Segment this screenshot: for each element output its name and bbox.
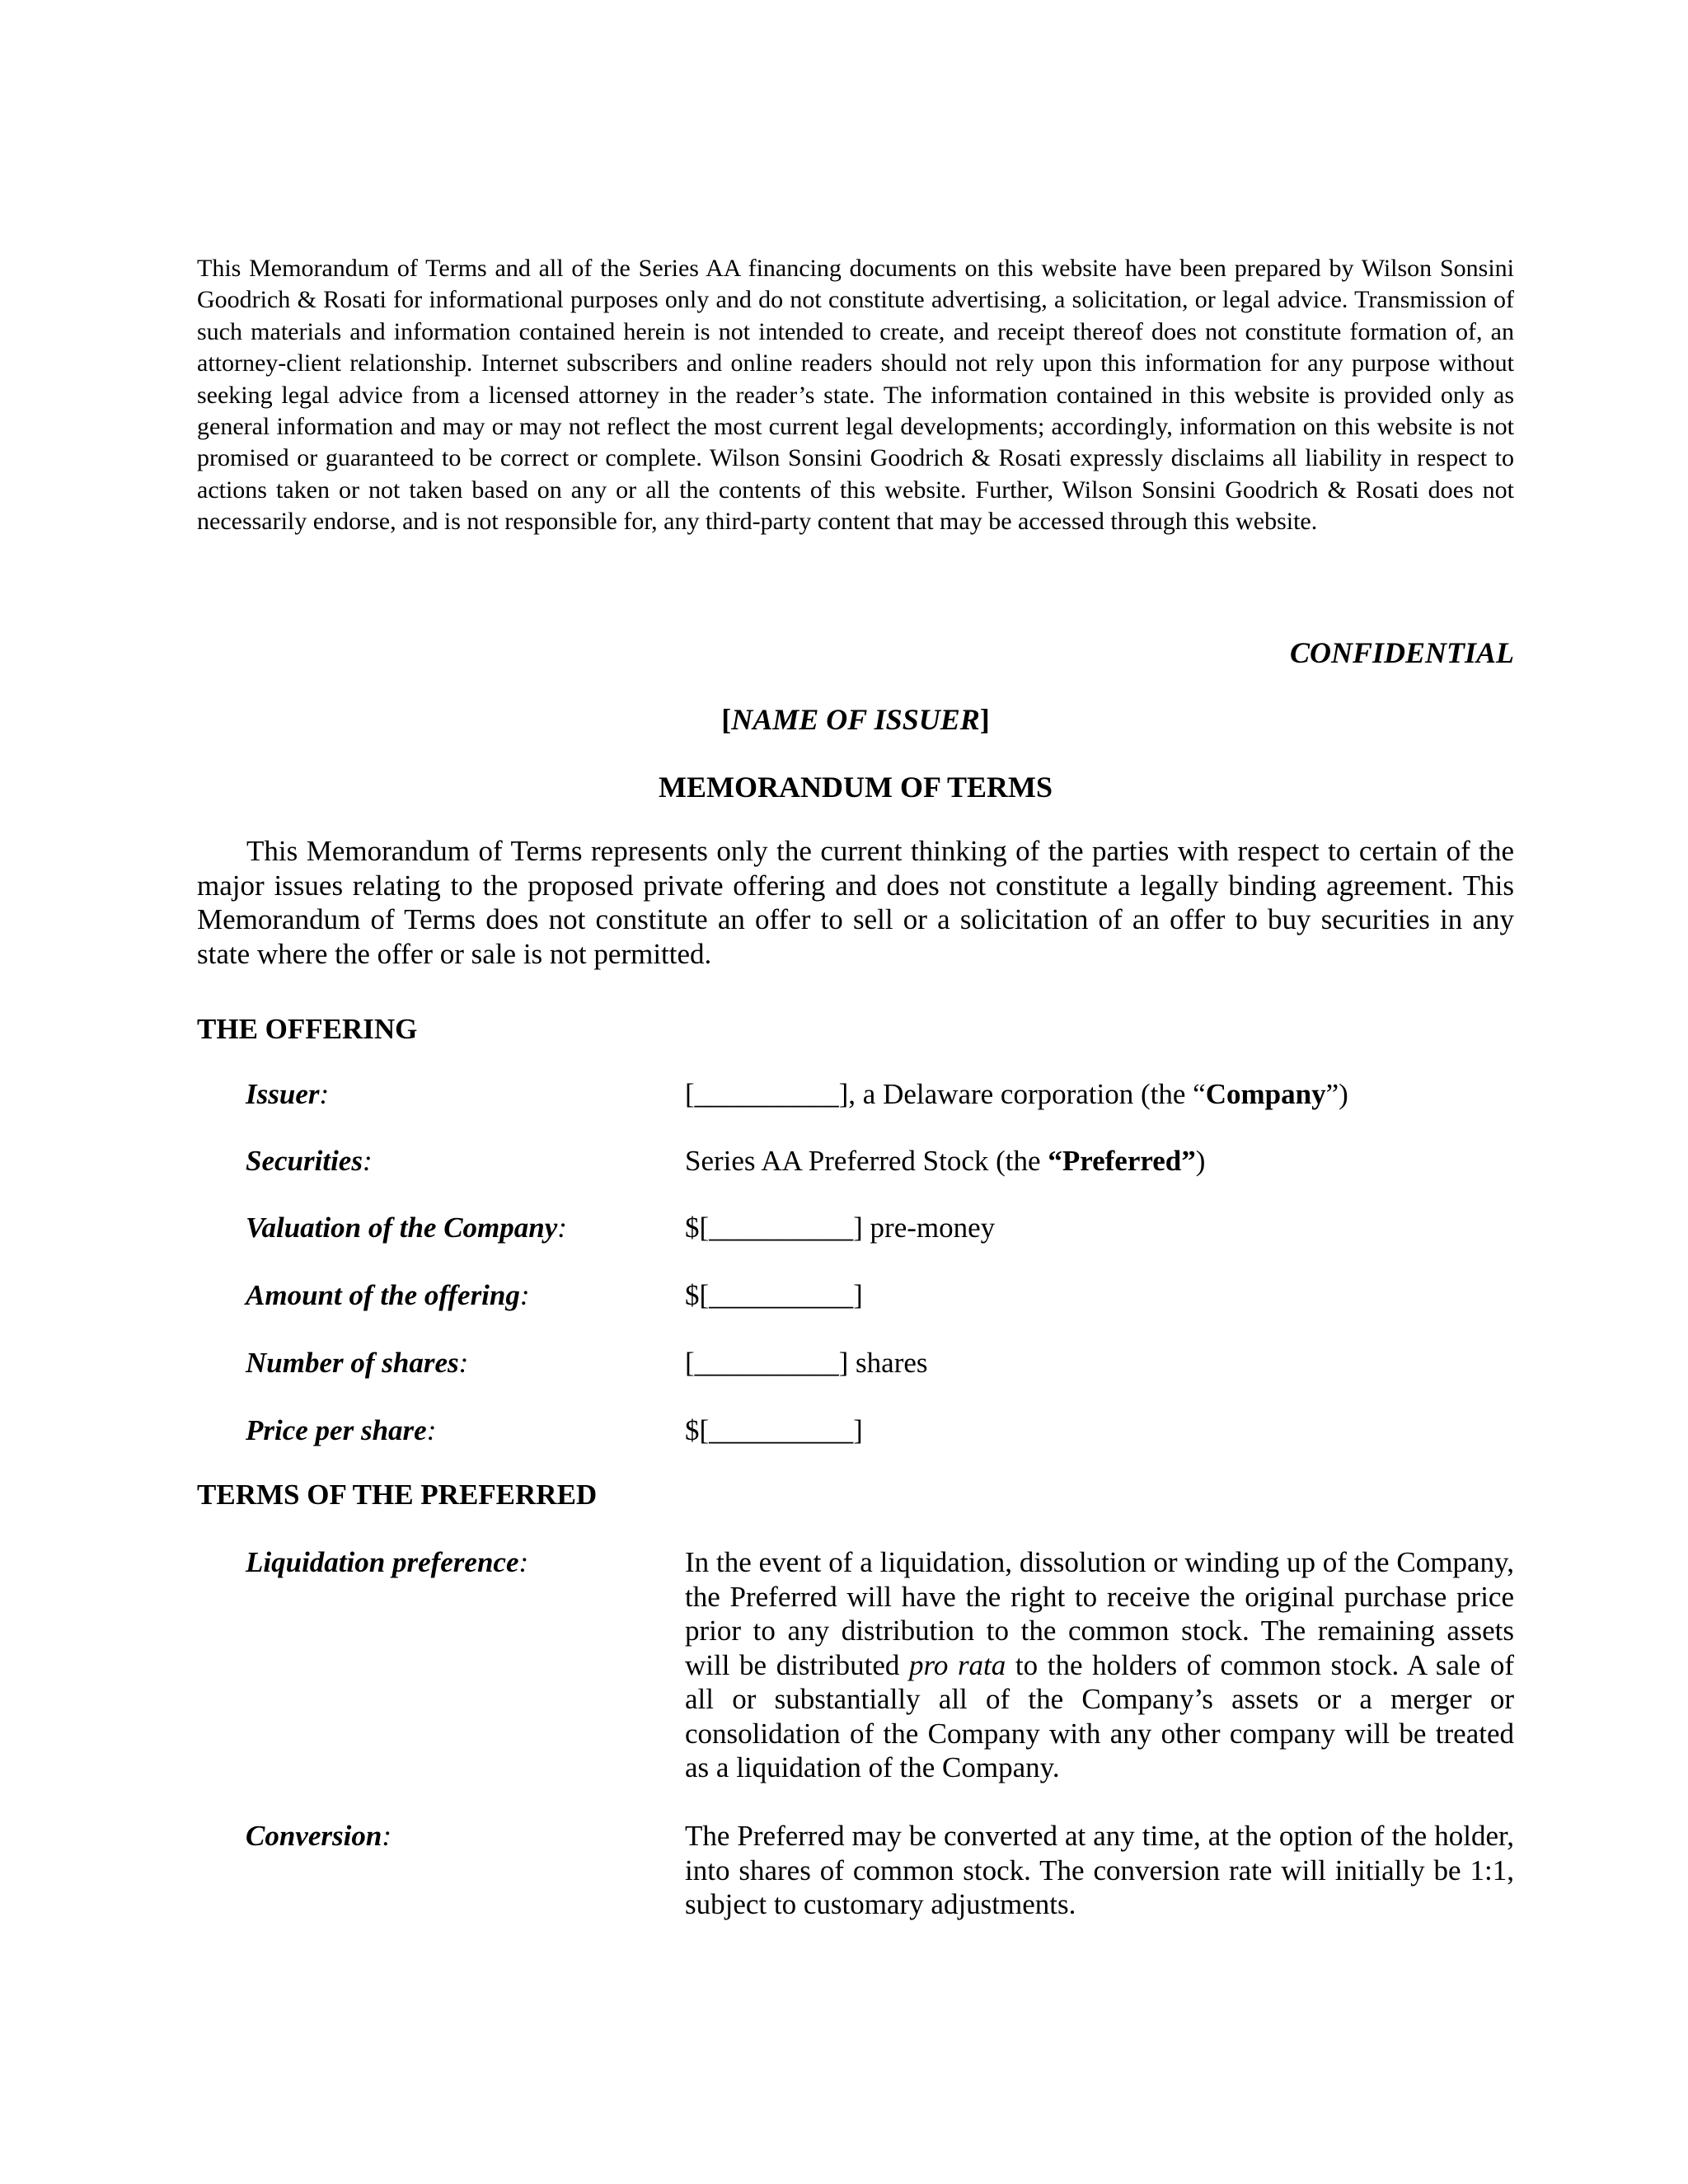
term-label-issuer: Issuer: bbox=[246, 1078, 330, 1110]
term-label-conversion: Conversion: bbox=[246, 1820, 392, 1852]
issuer-name-open-bracket: [ bbox=[721, 703, 732, 736]
issuer-name-close-bracket: ] bbox=[979, 703, 990, 736]
preferred-terms-heading: TERMS OF THE PREFERRED bbox=[197, 1479, 598, 1511]
confidential-label: CONFIDENTIAL bbox=[1289, 636, 1514, 669]
issuer-name-text: NAME OF ISSUER bbox=[731, 703, 980, 736]
disclaimer-paragraph: This Memorandum of Terms and all of the Series AA financing documents on this website have been prepared by Wilson Sonsini Goodrich & Rosati for informational purposes only and do not constitute advertising, a solicitation, or legal advice. Transmission of such materials and information contained herein is not intended to create, and receipt thereof does not constitute formation of, an attorney-client relationship. Internet subscribers and online readers should not rely upon this information for any purpose without seeking legal advice from a licensed attorney in the reader’s state. The information contained in this website is provided only as general information and may or may not reflect the most current legal developments; accordingly, information on this website is not promised or guaranteed to be correct or complete. Wilson Sonsini Goodrich & Rosati expressly disclaims all liability in respect to actions taken or not taken based on any or all the contents of this website. Further, Wilson Sonsini Goodrich & Rosati does not necessarily endorse, and is not responsible for, any third-party content that may be accessed through this website. bbox=[197, 255, 1514, 536]
term-value-securities: Series AA Preferred Stock (the “Preferred”) bbox=[685, 1145, 1206, 1177]
term-value-conversion: The Preferred may be converted at any time, at the option of the holder, into shares of common stock. The conversion rate will initially be 1:1, subject to customary adjustments. bbox=[685, 1820, 1514, 1920]
term-value-shares: [__________] shares bbox=[685, 1347, 928, 1379]
term-label-liquidation: Liquidation preference: bbox=[246, 1546, 529, 1578]
term-label-valuation: Valuation of the Company: bbox=[246, 1212, 567, 1244]
term-label-price: Price per share: bbox=[246, 1414, 437, 1446]
term-value-amount: $[__________] bbox=[685, 1279, 863, 1311]
document-page bbox=[197, 253, 1514, 1920]
term-label-shares: Number of shares: bbox=[246, 1347, 469, 1379]
term-label-amount: Amount of the offering: bbox=[246, 1279, 530, 1311]
term-value-valuation: $[__________] pre-money bbox=[685, 1212, 996, 1244]
term-value-issuer: [__________], a Delaware corporation (the “Company”) bbox=[685, 1078, 1348, 1110]
term-label-securities: Securities: bbox=[246, 1145, 373, 1177]
intro-paragraph: This Memorandum of Terms represents only the current thinking of the parties with respect to certain of the major issues relating to the proposed private offering and does not constitute a legally binding agreement. This Memorandum of Terms does not constitute an offer to sell or a solicitation of an offer to buy securities in any state where the offer or sale is not permitted. bbox=[197, 835, 1514, 970]
offering-heading: THE OFFERING bbox=[197, 1013, 418, 1045]
memorandum-title: MEMORANDUM OF TERMS bbox=[659, 771, 1053, 804]
issuer-name-heading bbox=[197, 703, 1514, 736]
term-value-liquidation: In the event of a liquidation, dissolution or winding up of the Company, the Preferred will have the right to receive the original purchase price prior to any distribution to the common stock. The remaining assets will be distributed pro rata to the holders of common stock. A sale of all or substantially all of the Company’s assets or a merger or consolidation of the Company with any other company will be treated as a liquidation of the Company. bbox=[685, 1546, 1514, 1783]
term-value-price: $[__________] bbox=[685, 1414, 863, 1446]
